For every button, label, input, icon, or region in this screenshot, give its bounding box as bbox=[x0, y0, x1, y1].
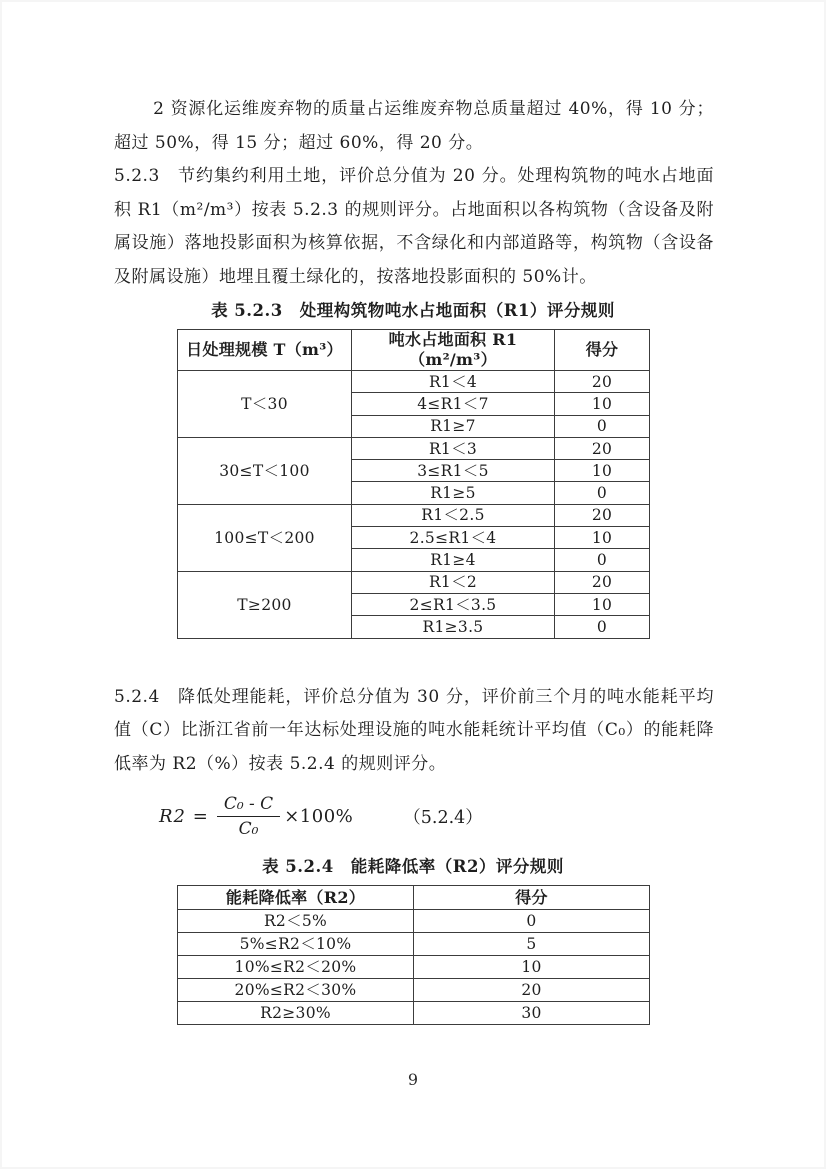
table-row bbox=[178, 1002, 650, 1025]
range-cell: 10%≤R2＜20% bbox=[178, 956, 414, 979]
page-number: 9 bbox=[407, 1070, 419, 1089]
score-cell: 10 bbox=[555, 527, 650, 549]
paragraph-section-5-2-4: 5.2.4 降低处理能耗，评价总分值为 30 分，评价前三个月的吨水能耗平均值（C）比浙江省前一年达标处理设施的吨水能耗统计平均值（C₀）的能耗降低率为 R2（%）按表 5.2.4 的规则评分。 bbox=[114, 686, 714, 774]
score-cell: 5 bbox=[414, 933, 650, 956]
range-cell: R1≥4 bbox=[352, 549, 555, 571]
score-cell: 10 bbox=[555, 393, 650, 415]
range-cell: R1＜4 bbox=[352, 371, 555, 393]
score-cell: 10 bbox=[555, 460, 650, 482]
column-header-energy-reduction: 能耗降低率（R2） bbox=[178, 886, 414, 910]
score-cell: 0 bbox=[555, 616, 650, 638]
formula-denominator: C₀ bbox=[238, 818, 259, 839]
table-row bbox=[178, 956, 650, 979]
score-cell: 0 bbox=[555, 415, 650, 437]
table-5-2-4 bbox=[177, 885, 650, 1025]
paragraph-section-5-2-3: 5.2.3 节约集约利用土地，评价总分值为 20 分。处理构筑物的吨水占地面积 R1（m²/m³）按表 5.2.3 的规则评分。占地面积以各构筑物（含设备及附属设施）落地投影面积为核算依据，不含绿化和内部道路等，构筑物（含设备及附属设施）地埋且覆土绿化的，按落地投影面积的 50%计。 bbox=[114, 166, 714, 287]
formula-fraction bbox=[217, 794, 280, 839]
range-cell: R2＜5% bbox=[178, 910, 414, 933]
scale-cell: 100≤T＜200 bbox=[178, 504, 352, 571]
formula-lhs: R2 = bbox=[159, 805, 209, 827]
score-cell: 20 bbox=[555, 371, 650, 393]
score-cell: 30 bbox=[414, 1002, 650, 1025]
score-cell: 0 bbox=[555, 549, 650, 571]
document-content bbox=[114, 93, 714, 1025]
table-row bbox=[178, 371, 650, 393]
range-cell: R1≥5 bbox=[352, 482, 555, 504]
scale-cell: T＜30 bbox=[178, 371, 352, 438]
range-cell: R1≥7 bbox=[352, 415, 555, 437]
column-header-daily-scale: 日处理规模 T（m³） bbox=[178, 330, 352, 371]
formula-multiplier: ×100% bbox=[284, 805, 354, 827]
table-row bbox=[178, 504, 650, 526]
formula-numerator: C₀ - C bbox=[217, 794, 280, 817]
range-cell: 20%≤R2＜30% bbox=[178, 979, 414, 1002]
table-header-row bbox=[178, 330, 650, 371]
formula-equation-number: （5.2.4） bbox=[403, 807, 483, 828]
paragraph-resource-recycling: 2 资源化运维废弃物的质量占运维废弃物总质量超过 40%，得 10 分；超过 50%，得 15 分；超过 60%，得 20 分。 bbox=[114, 99, 714, 153]
range-cell: 3≤R1＜5 bbox=[352, 460, 555, 482]
range-cell: R1＜3 bbox=[352, 437, 555, 459]
score-cell: 10 bbox=[555, 593, 650, 615]
column-header-score: 得分 bbox=[555, 330, 650, 371]
table-5-2-3 bbox=[177, 329, 650, 639]
table-row bbox=[178, 437, 650, 459]
scale-cell: 30≤T＜100 bbox=[178, 437, 352, 504]
range-cell: R1≥3.5 bbox=[352, 616, 555, 638]
range-cell: R2≥30% bbox=[178, 1002, 414, 1025]
range-cell: 2≤R1＜3.5 bbox=[352, 593, 555, 615]
score-cell: 20 bbox=[555, 437, 650, 459]
table-row bbox=[178, 933, 650, 956]
table-row bbox=[178, 910, 650, 933]
range-cell: R1＜2.5 bbox=[352, 504, 555, 526]
column-header-area-per-ton: 吨水占地面积 R1（m²/m³） bbox=[352, 330, 555, 371]
table-header-row bbox=[178, 886, 650, 910]
score-cell: 20 bbox=[555, 504, 650, 526]
range-cell: 2.5≤R1＜4 bbox=[352, 527, 555, 549]
score-cell: 20 bbox=[414, 979, 650, 1002]
table-5-2-4-title: 表 5.2.4 能耗降低率（R2）评分规则 bbox=[262, 857, 564, 877]
score-cell: 10 bbox=[414, 956, 650, 979]
score-cell: 20 bbox=[555, 571, 650, 593]
scale-cell: T≥200 bbox=[178, 571, 352, 638]
range-cell: 4≤R1＜7 bbox=[352, 393, 555, 415]
formula-5-2-4 bbox=[159, 787, 714, 845]
table-row bbox=[178, 979, 650, 1002]
range-cell: 5%≤R2＜10% bbox=[178, 933, 414, 956]
table-row bbox=[178, 571, 650, 593]
table-5-2-3-title: 表 5.2.3 处理构筑物吨水占地面积（R1）评分规则 bbox=[211, 301, 615, 320]
range-cell: R1＜2 bbox=[352, 571, 555, 593]
score-cell: 0 bbox=[414, 910, 650, 933]
column-header-score: 得分 bbox=[414, 886, 650, 910]
score-cell: 0 bbox=[555, 482, 650, 504]
